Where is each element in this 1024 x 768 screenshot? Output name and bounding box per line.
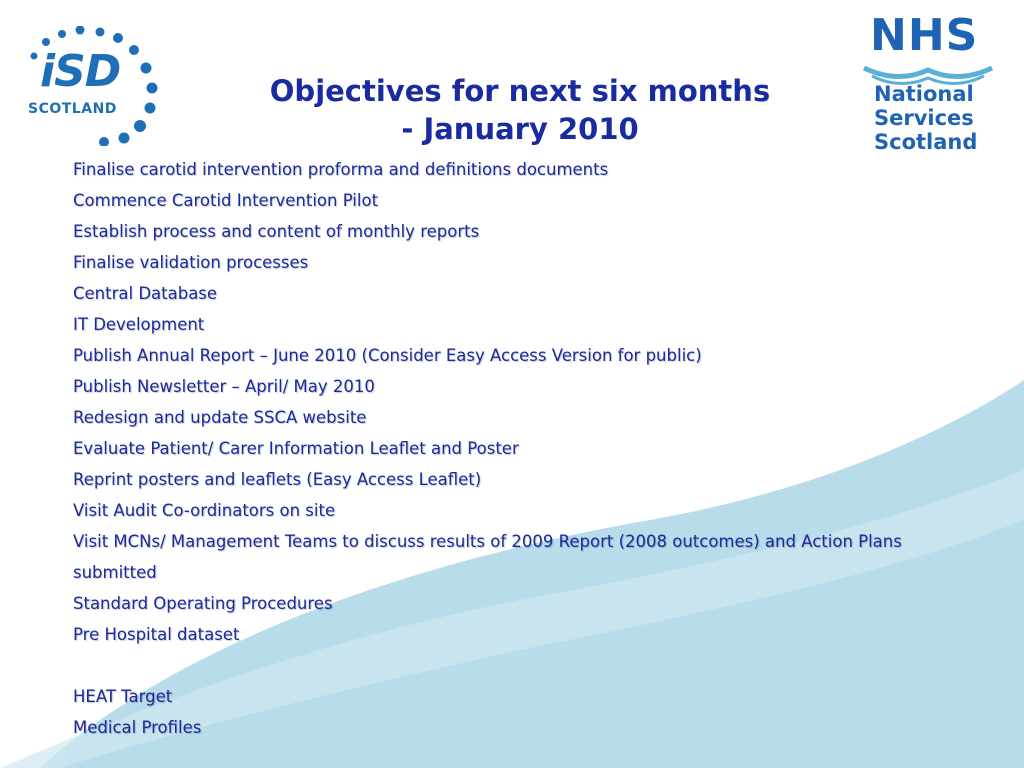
slide-title bbox=[200, 72, 840, 148]
list-item: Medical Profiles bbox=[73, 718, 202, 737]
nhs-line-national: National bbox=[874, 82, 974, 106]
list-item: Publish Newsletter – April/ May 2010 bbox=[73, 377, 375, 396]
list-item: Publish Annual Report – June 2010 (Consider Easy Access Version for public) bbox=[73, 346, 702, 365]
nhs-logo-graphic bbox=[858, 10, 998, 160]
nhs-line-scotland: Scotland bbox=[874, 130, 978, 154]
list-item-blank bbox=[73, 650, 993, 681]
isd-scotland-logo bbox=[22, 26, 164, 146]
list-item: Standard Operating Procedures bbox=[73, 594, 333, 613]
objectives-list bbox=[73, 154, 993, 743]
isd-logo-text: iSD bbox=[40, 46, 121, 97]
list-item: Commence Carotid Intervention Pilot bbox=[73, 191, 379, 210]
list-item: Establish process and content of monthly reports bbox=[73, 222, 480, 241]
list-item: Finalise carotid intervention proforma and definitions documents bbox=[73, 160, 609, 179]
title-line-2: - January 2010 bbox=[401, 112, 639, 146]
nhs-line-services: Services bbox=[874, 106, 974, 130]
list-item: Redesign and update SSCA website bbox=[73, 408, 367, 427]
list-item: HEAT Target bbox=[73, 687, 173, 706]
isd-dots-graphic bbox=[22, 26, 164, 146]
list-item: Reprint posters and leaflets (Easy Access Leaflet) bbox=[73, 470, 482, 489]
list-item: submitted bbox=[73, 563, 157, 582]
isd-logo-subtext: SCOTLAND bbox=[28, 101, 117, 117]
list-item: IT Development bbox=[73, 315, 205, 334]
list-item: Finalise validation processes bbox=[73, 253, 309, 272]
list-item: Evaluate Patient/ Carer Information Leaflet and Poster bbox=[73, 439, 519, 458]
list-item: Pre Hospital dataset bbox=[73, 625, 240, 644]
list-item: Visit Audit Co-ordinators on site bbox=[73, 501, 336, 520]
list-item: Visit MCNs/ Management Teams to discuss results of 2009 Report (2008 outcomes) and Action Plans bbox=[73, 532, 902, 551]
list-item: Central Database bbox=[73, 284, 218, 303]
title-line-1: Objectives for next six months bbox=[269, 74, 771, 108]
nhs-logo-text: NHS bbox=[870, 10, 979, 61]
